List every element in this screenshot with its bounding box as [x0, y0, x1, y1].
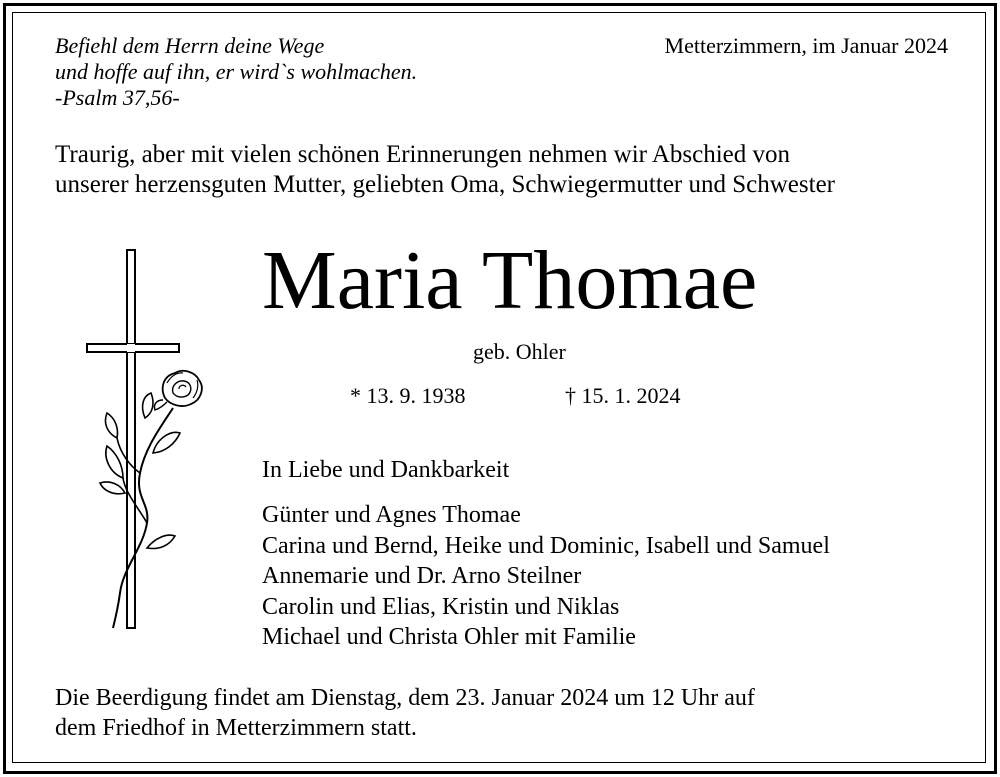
psalm-line-1: Befiehl dem Herrn deine Wege [55, 33, 325, 58]
funeral-line-2: dem Friedhof in Metterzimmern statt. [55, 715, 417, 741]
birth-name: geb. Ohler [473, 339, 566, 364]
mourning-phrase: In Liebe und Dankbarkeit [262, 457, 510, 483]
intro-line-2: unserer herzensguten Mutter, geliebten Oma, Schwiegermutter und Schwester [55, 171, 835, 198]
psalm-reference: -Psalm 37,56- [55, 85, 180, 110]
mourner-line: Carina und Bernd, Heike und Dominic, Isabell und Samuel [262, 532, 830, 559]
birth-date: * 13. 9. 1938 [350, 383, 466, 408]
mourner-line: Carolin und Elias, Kristin und Niklas [262, 593, 620, 620]
intro-line-1: Traurig, aber mit vielen schönen Erinnerungen nehmen wir Abschied von [55, 141, 791, 168]
psalm-line-2: und hoffe auf ihn, er wird`s wohlmachen. [55, 59, 418, 84]
mourners-list [262, 500, 830, 653]
intro-text [55, 140, 835, 200]
funeral-line-1: Die Beerdigung findet am Dienstag, dem 23. Januar 2024 um 12 Uhr auf [55, 685, 755, 711]
psalm-quote [55, 33, 417, 111]
mourner-line: Annemarie und Dr. Arno Steilner [262, 563, 582, 589]
mourner-line: Günter und Agnes Thomae [262, 502, 521, 528]
deceased-name: Maria Thomae [262, 234, 758, 327]
cross-with-rose-icon [85, 248, 210, 633]
death-date: † 15. 1. 2024 [565, 383, 681, 408]
funeral-notice [55, 683, 755, 743]
mourner-line: Michael und Christa Ohler mit Familie [262, 624, 636, 650]
place-date: Metterzimmern, im Januar 2024 [664, 33, 948, 58]
